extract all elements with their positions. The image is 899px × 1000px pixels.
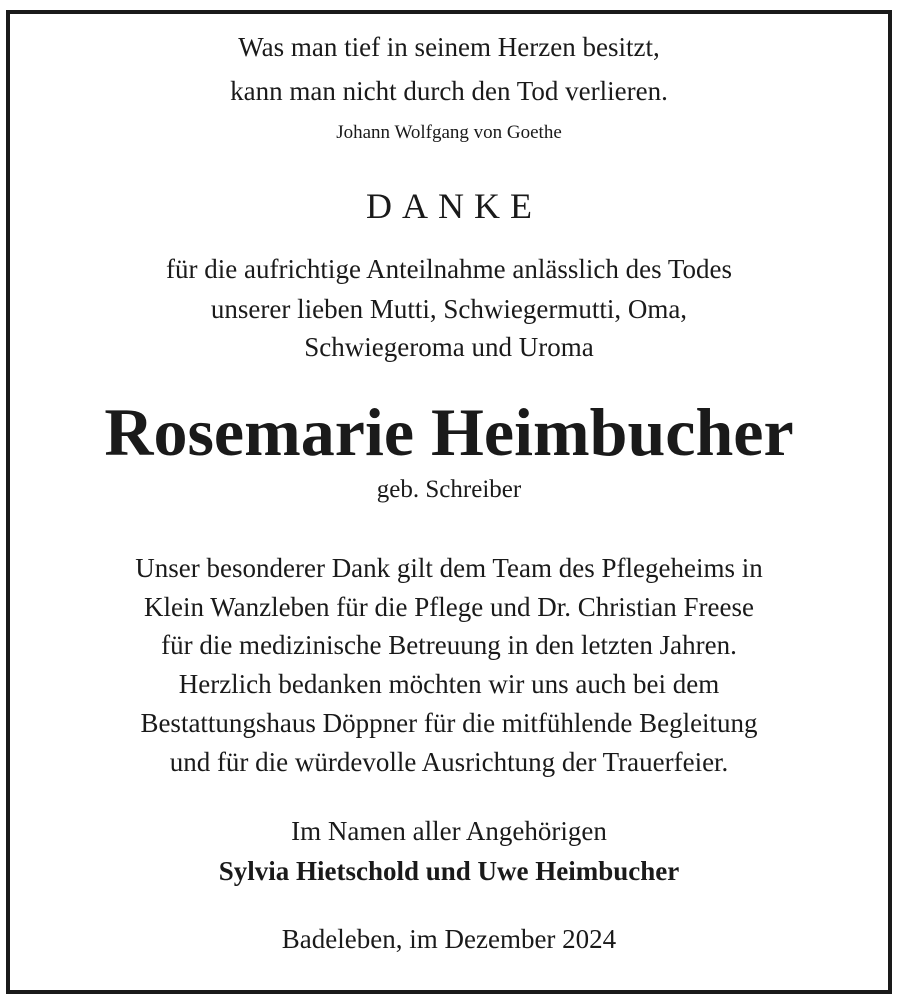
intro-line-1: für die aufrichtige Anteilnahme anlässlich des Todes [166, 254, 732, 284]
thanks-line-3: für die medizinische Betreuung in den letzten Jahren. [161, 630, 737, 660]
thanks-line-2: Klein Wanzleben für die Pflege und Dr. Christian Freese [144, 592, 754, 622]
quote-author: Johann Wolfgang von Goethe [336, 122, 562, 143]
quote-line-1: Was man tief in seinem Herzen besitzt, [238, 32, 660, 62]
birth-name: geb. Schreiber [376, 476, 522, 503]
thanks-line-1: Unser besonderer Dank gilt dem Team des Pflegeheims in [135, 553, 763, 583]
thanks-line-6: und für die würdevolle Ausrichtung der Trauerfeier. [169, 747, 729, 777]
intro-line-2: unserer lieben Mutti, Schwiegermutti, Oma, [210, 294, 688, 324]
signature-intro: Im Namen aller Angehörigen [291, 816, 607, 846]
intro-line-3: Schwiegeroma und Uroma [304, 332, 594, 362]
quote-line-2: kann man nicht durch den Tod verlieren. [230, 76, 668, 106]
deceased-name: Rosemarie Heimbucher [104, 394, 794, 470]
thanks-line-5: Bestattungshaus Döppner für die mitfühlende Begleitung [140, 708, 758, 738]
place-date: Badeleben, im Dezember 2024 [281, 924, 617, 954]
thanks-line-4: Herzlich bedanken möchten wir uns auch bei dem [178, 669, 720, 699]
signature-names: Sylvia Hietschold und Uwe Heimbucher [218, 856, 680, 886]
heading-danke: DANKE [366, 186, 542, 226]
